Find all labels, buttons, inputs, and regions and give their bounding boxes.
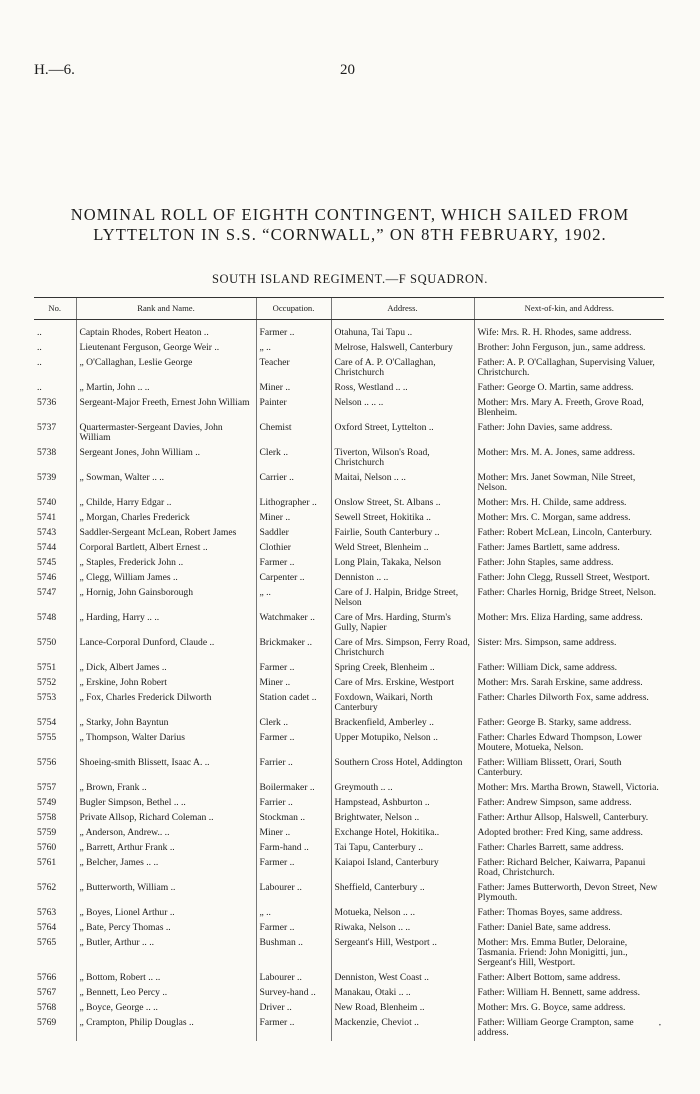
column-header-no: No.: [34, 298, 76, 320]
next-of-kin: Mother: Mrs. Sarah Erskine, same address.: [474, 676, 664, 691]
next-of-kin: Father: Thomas Boyes, same address.: [474, 906, 664, 921]
entry-number: ..: [37, 327, 42, 338]
occupation: Farmer ..: [256, 661, 331, 676]
rank-and-name: „ Fox, Charles Frederick Dilworth: [76, 691, 256, 716]
entry-number: 5746: [37, 572, 57, 583]
entry-number: ..: [37, 357, 42, 368]
entry-number: 5745: [37, 557, 57, 568]
next-of-kin: Mother: Mrs. Eliza Harding, same address.: [474, 611, 664, 636]
next-of-kin: Father: John Staples, same address.: [474, 556, 664, 571]
occupation: Teacher: [256, 356, 331, 381]
address: Ross, Westland .. ..: [331, 381, 474, 396]
occupation: Farmer ..: [256, 921, 331, 936]
table-row: [34, 396, 664, 421]
entry-number: 5759: [37, 827, 57, 838]
address: Weld Street, Blenheim ..: [331, 541, 474, 556]
address: Mackenzie, Cheviot ..: [331, 1016, 474, 1041]
table-row: [34, 471, 664, 496]
occupation: Brickmaker ..: [256, 636, 331, 661]
occupation: Miner ..: [256, 826, 331, 841]
table-row: [34, 1016, 664, 1041]
address: Manakau, Otaki .. ..: [331, 986, 474, 1001]
entry-number: 5763: [37, 907, 57, 918]
occupation: Station cadet ..: [256, 691, 331, 716]
rank-and-name: „ Sowman, Walter .. ..: [76, 471, 256, 496]
rank-and-name: Shoeing-smith Blissett, Isaac A. ..: [76, 756, 256, 781]
rank-and-name: „ Morgan, Charles Frederick: [76, 511, 256, 526]
nominal-roll-table: [34, 297, 664, 1041]
table-row: [34, 541, 664, 556]
occupation: Farmer ..: [256, 731, 331, 756]
table-row: [34, 611, 664, 636]
entry-number: ..: [37, 382, 42, 393]
next-of-kin: Father: Charles Edward Thompson, Lower Moutere, Motueka, Nelson.: [474, 731, 664, 756]
next-of-kin: Mother: Mrs. Martha Brown, Stawell, Victoria.: [474, 781, 664, 796]
table-row: [34, 856, 664, 881]
rank-and-name: „ Dick, Albert James ..: [76, 661, 256, 676]
table-row: [34, 756, 664, 781]
rank-and-name: „ Anderson, Andrew.. ..: [76, 826, 256, 841]
next-of-kin: Father: John Clegg, Russell Street, Westport.: [474, 571, 664, 586]
entry-number: 5760: [37, 842, 57, 853]
table-row: [34, 781, 664, 796]
entry-number: 5753: [37, 692, 57, 703]
table-row: [34, 446, 664, 471]
address: Care of Mrs. Erskine, Westport: [331, 676, 474, 691]
rank-and-name: „ Bennett, Leo Percy ..: [76, 986, 256, 1001]
rank-and-name: Corporal Bartlett, Albert Ernest ..: [76, 541, 256, 556]
address: Kaiapoi Island, Canterbury: [331, 856, 474, 881]
column-header-rank-name: Rank and Name.: [76, 298, 256, 320]
occupation: Carrier ..: [256, 471, 331, 496]
next-of-kin: Father: Daniel Bate, same address.: [474, 921, 664, 936]
rank-and-name: Bugler Simpson, Bethel .. ..: [76, 796, 256, 811]
occupation: Driver ..: [256, 1001, 331, 1016]
entry-number: 5752: [37, 677, 57, 688]
rank-and-name: „ Staples, Frederick John ..: [76, 556, 256, 571]
address: Tai Tapu, Canterbury ..: [331, 841, 474, 856]
occupation: Chemist: [256, 421, 331, 446]
occupation: „ ..: [256, 586, 331, 611]
rank-and-name: „ Thompson, Walter Darius: [76, 731, 256, 756]
address: Care of J. Halpin, Bridge Street, Nelson: [331, 586, 474, 611]
rank-and-name: Quartermaster-Sergeant Davies, John William: [76, 421, 256, 446]
occupation: Survey-hand ..: [256, 986, 331, 1001]
table-row: [34, 716, 664, 731]
occupation: Carpenter ..: [256, 571, 331, 586]
address: Motueka, Nelson .. ..: [331, 906, 474, 921]
occupation: „ ..: [256, 906, 331, 921]
address: Tiverton, Wilson's Road, Christchurch: [331, 446, 474, 471]
entry-number: 5757: [37, 782, 57, 793]
rank-and-name: „ Boyes, Lionel Arthur ..: [76, 906, 256, 921]
rank-and-name: „ Clegg, William James ..: [76, 571, 256, 586]
table-row: [34, 731, 664, 756]
rank-and-name: „ Butterworth, William ..: [76, 881, 256, 906]
address: Care of A. P. O'Callaghan, Christchurch: [331, 356, 474, 381]
next-of-kin: Mother: Mrs. M. A. Jones, same address.: [474, 446, 664, 471]
table-body: [34, 320, 664, 1042]
next-of-kin: Father: William H. Bennett, same address.: [474, 986, 664, 1001]
address: Care of Mrs. Simpson, Ferry Road, Christchurch: [331, 636, 474, 661]
rank-and-name: „ Childe, Harry Edgar ..: [76, 496, 256, 511]
entry-number: 5743: [37, 527, 57, 538]
address: Nelson .. .. ..: [331, 396, 474, 421]
address: Riwaka, Nelson .. ..: [331, 921, 474, 936]
table-row: [34, 356, 664, 381]
entry-number: 5741: [37, 512, 57, 523]
document-title: NOMINAL ROLL OF EIGHTH CONTINGENT, WHICH SAILED FROM LYTTELTON IN S.S. “CORNWALL,” ON 8TH FEBRUARY, 1902.: [70, 205, 630, 244]
rank-and-name: „ Brown, Frank ..: [76, 781, 256, 796]
occupation: Farrier ..: [256, 796, 331, 811]
address: Greymouth .. ..: [331, 781, 474, 796]
next-of-kin: Father: William Blissett, Orari, South Canterbury.: [474, 756, 664, 781]
occupation: Clerk ..: [256, 446, 331, 471]
table-row: [34, 676, 664, 691]
table-row: [34, 986, 664, 1001]
rank-and-name: Sergeant-Major Freeth, Ernest John William: [76, 396, 256, 421]
rank-and-name: „ Hornig, John Gainsborough: [76, 586, 256, 611]
entry-number: 5748: [37, 612, 57, 623]
address: Long Plain, Takaka, Nelson: [331, 556, 474, 571]
next-of-kin: Mother: Mrs. Emma Butler, Deloraine, Tasmania. Friend: John Monigitti, jun., Sergeant's Hill, Westport.: [474, 936, 664, 971]
entry-number: ..: [37, 342, 42, 353]
next-of-kin: Father: Richard Belcher, Kaiwarra, Papanui Road, Christchurch.: [474, 856, 664, 881]
table-row: [34, 381, 664, 396]
occupation: Farmer ..: [256, 320, 331, 342]
entry-number: 5740: [37, 497, 57, 508]
entry-number: 5750: [37, 637, 57, 648]
entry-number: 5737: [37, 422, 57, 433]
table-row: [34, 320, 664, 342]
address: Upper Motupiko, Nelson ..: [331, 731, 474, 756]
rank-and-name: Saddler-Sergeant McLean, Robert James: [76, 526, 256, 541]
address: Melrose, Halswell, Canterbury: [331, 341, 474, 356]
address: Hampstead, Ashburton ..: [331, 796, 474, 811]
address: Otahuna, Tai Tapu ..: [331, 320, 474, 342]
address: Denniston, West Coast ..: [331, 971, 474, 986]
table-row: [34, 511, 664, 526]
next-of-kin: Father: William Dick, same address.: [474, 661, 664, 676]
entry-number: 5736: [37, 397, 57, 408]
next-of-kin: Father: James Butterworth, Devon Street, New Plymouth.: [474, 881, 664, 906]
rank-and-name: „ O'Callaghan, Leslie George: [76, 356, 256, 381]
column-header-address: Address.: [331, 298, 474, 320]
table-row: [34, 796, 664, 811]
address: Sergeant's Hill, Westport ..: [331, 936, 474, 971]
occupation: Stockman ..: [256, 811, 331, 826]
next-of-kin: Father: Andrew Simpson, same address.: [474, 796, 664, 811]
rank-and-name: „ Bate, Percy Thomas ..: [76, 921, 256, 936]
entry-number: 5769: [37, 1017, 57, 1028]
next-of-kin: Father: George B. Starky, same address.: [474, 716, 664, 731]
next-of-kin: Mother: Mrs. H. Childe, same address.: [474, 496, 664, 511]
next-of-kin: Father: Charles Dilworth Fox, same address.: [474, 691, 664, 716]
occupation: Bushman ..: [256, 936, 331, 971]
entry-number: 5758: [37, 812, 57, 823]
entry-number: 5768: [37, 1002, 57, 1013]
rank-and-name: Private Allsop, Richard Coleman ..: [76, 811, 256, 826]
next-of-kin: Mother: Mrs. C. Morgan, same address.: [474, 511, 664, 526]
next-of-kin: Father: John Davies, same address.: [474, 421, 664, 446]
occupation: Miner ..: [256, 381, 331, 396]
next-of-kin: Wife: Mrs. R. H. Rhodes, same address.: [474, 320, 664, 342]
occupation: Miner ..: [256, 676, 331, 691]
occupation: „ ..: [256, 341, 331, 356]
rank-and-name: Lieutenant Ferguson, George Weir ..: [76, 341, 256, 356]
address: Sewell Street, Hokitika ..: [331, 511, 474, 526]
address: Spring Creek, Blenheim ..: [331, 661, 474, 676]
table-row: [34, 636, 664, 661]
next-of-kin: Adopted brother: Fred King, same address.: [474, 826, 664, 841]
rank-and-name: Captain Rhodes, Robert Heaton ..: [76, 320, 256, 342]
rank-and-name: „ Butler, Arthur .. ..: [76, 936, 256, 971]
table-row: [34, 921, 664, 936]
entry-number: 5751: [37, 662, 57, 673]
address: Exchange Hotel, Hokitika..: [331, 826, 474, 841]
table-row: [34, 571, 664, 586]
occupation: Farmer ..: [256, 556, 331, 571]
occupation: Labourer ..: [256, 881, 331, 906]
address: Brackenfield, Amberley ..: [331, 716, 474, 731]
occupation: Painter: [256, 396, 331, 421]
occupation: Saddler: [256, 526, 331, 541]
occupation: Lithographer ..: [256, 496, 331, 511]
entry-number: 5767: [37, 987, 57, 998]
entry-number: 5749: [37, 797, 57, 808]
rank-and-name: „ Belcher, James .. ..: [76, 856, 256, 881]
rank-and-name: „ Barrett, Arthur Frank ..: [76, 841, 256, 856]
next-of-kin: Father: Robert McLean, Lincoln, Canterbury.: [474, 526, 664, 541]
rank-and-name: „ Harding, Harry .. ..: [76, 611, 256, 636]
table-row: [34, 496, 664, 511]
entry-number: 5738: [37, 447, 57, 458]
next-of-kin: Father: Charles Hornig, Bridge Street, Nelson.: [474, 586, 664, 611]
occupation: Clerk ..: [256, 716, 331, 731]
next-of-kin: Mother: Mrs. Janet Sowman, Nile Street, Nelson.: [474, 471, 664, 496]
table-row: [34, 841, 664, 856]
table-row: [34, 526, 664, 541]
address: Maitai, Nelson .. ..: [331, 471, 474, 496]
next-of-kin: Father: George O. Martin, same address.: [474, 381, 664, 396]
address: Fairlie, South Canterbury ..: [331, 526, 474, 541]
column-header-occupation: Occupation.: [256, 298, 331, 320]
occupation: Farmer ..: [256, 1016, 331, 1041]
rank-and-name: Sergeant Jones, John William ..: [76, 446, 256, 471]
entry-number: 5765: [37, 937, 57, 948]
entry-number: 5761: [37, 857, 57, 868]
next-of-kin: Father: James Bartlett, same address.: [474, 541, 664, 556]
decorative-mark: ·: [658, 1018, 662, 1032]
table-header-row: [34, 298, 664, 320]
next-of-kin: Father: Arthur Allsop, Halswell, Canterbury.: [474, 811, 664, 826]
address: Onslow Street, St. Albans ..: [331, 496, 474, 511]
occupation: Clothier: [256, 541, 331, 556]
rank-and-name: Lance-Corporal Dunford, Claude ..: [76, 636, 256, 661]
table-row: [34, 826, 664, 841]
table-row: [34, 811, 664, 826]
column-header-next-of-kin: Next-of-kin, and Address.: [474, 298, 664, 320]
occupation: Farm-hand ..: [256, 841, 331, 856]
table-row: [34, 691, 664, 716]
next-of-kin: Father: A. P. O'Callaghan, Supervising Valuer, Christchurch.: [474, 356, 664, 381]
table-row: [34, 936, 664, 971]
address: Foxdown, Waikari, North Canterbury: [331, 691, 474, 716]
entry-number: 5739: [37, 472, 57, 483]
rank-and-name: „ Bottom, Robert .. ..: [76, 971, 256, 986]
entry-number: 5755: [37, 732, 57, 743]
rank-and-name: „ Starky, John Bayntun: [76, 716, 256, 731]
occupation: Farmer ..: [256, 856, 331, 881]
occupation: Miner ..: [256, 511, 331, 526]
address: Care of Mrs. Harding, Sturm's Gully, Napier: [331, 611, 474, 636]
occupation: Boilermaker ..: [256, 781, 331, 796]
next-of-kin: Mother: Mrs. G. Boyce, same address.: [474, 1001, 664, 1016]
entry-number: 5744: [37, 542, 57, 553]
rank-and-name: „ Crampton, Philip Douglas ..: [76, 1016, 256, 1041]
occupation: Labourer ..: [256, 971, 331, 986]
entry-number: 5766: [37, 972, 57, 983]
page-number: 20: [340, 62, 355, 78]
rank-and-name: „ Boyce, George .. ..: [76, 1001, 256, 1016]
address: Sheffield, Canterbury ..: [331, 881, 474, 906]
entry-number: 5754: [37, 717, 57, 728]
table-row: [34, 661, 664, 676]
table-row: [34, 881, 664, 906]
address: Brightwater, Nelson ..: [331, 811, 474, 826]
address: Southern Cross Hotel, Addington: [331, 756, 474, 781]
entry-number: 5747: [37, 587, 57, 598]
section-subtitle: SOUTH ISLAND REGIMENT.—F SQUADRON.: [211, 272, 489, 286]
next-of-kin: Brother: John Ferguson, jun., same address.: [474, 341, 664, 356]
occupation: Watchmaker ..: [256, 611, 331, 636]
address: Denniston .. ..: [331, 571, 474, 586]
table-row: [34, 341, 664, 356]
entry-number: 5762: [37, 882, 57, 893]
rank-and-name: „ Erskine, John Robert: [76, 676, 256, 691]
table-row: [34, 906, 664, 921]
next-of-kin: Sister: Mrs. Simpson, same address.: [474, 636, 664, 661]
page-header-ref: H.—6.: [34, 62, 75, 78]
next-of-kin: Father: Albert Bottom, same address.: [474, 971, 664, 986]
address: New Road, Blenheim ..: [331, 1001, 474, 1016]
entry-number: 5756: [37, 757, 57, 768]
table-row: [34, 556, 664, 571]
table-row: [34, 421, 664, 446]
table-row: [34, 586, 664, 611]
entry-number: 5764: [37, 922, 57, 933]
table-row: [34, 1001, 664, 1016]
next-of-kin: Father: Charles Barrett, same address.: [474, 841, 664, 856]
next-of-kin: Father: William George Crampton, same address.: [474, 1016, 664, 1041]
address: Oxford Street, Lyttelton ..: [331, 421, 474, 446]
next-of-kin: Mother: Mrs. Mary A. Freeth, Grove Road, Blenheim.: [474, 396, 664, 421]
occupation: Farrier ..: [256, 756, 331, 781]
rank-and-name: „ Martin, John .. ..: [76, 381, 256, 396]
table-row: [34, 971, 664, 986]
